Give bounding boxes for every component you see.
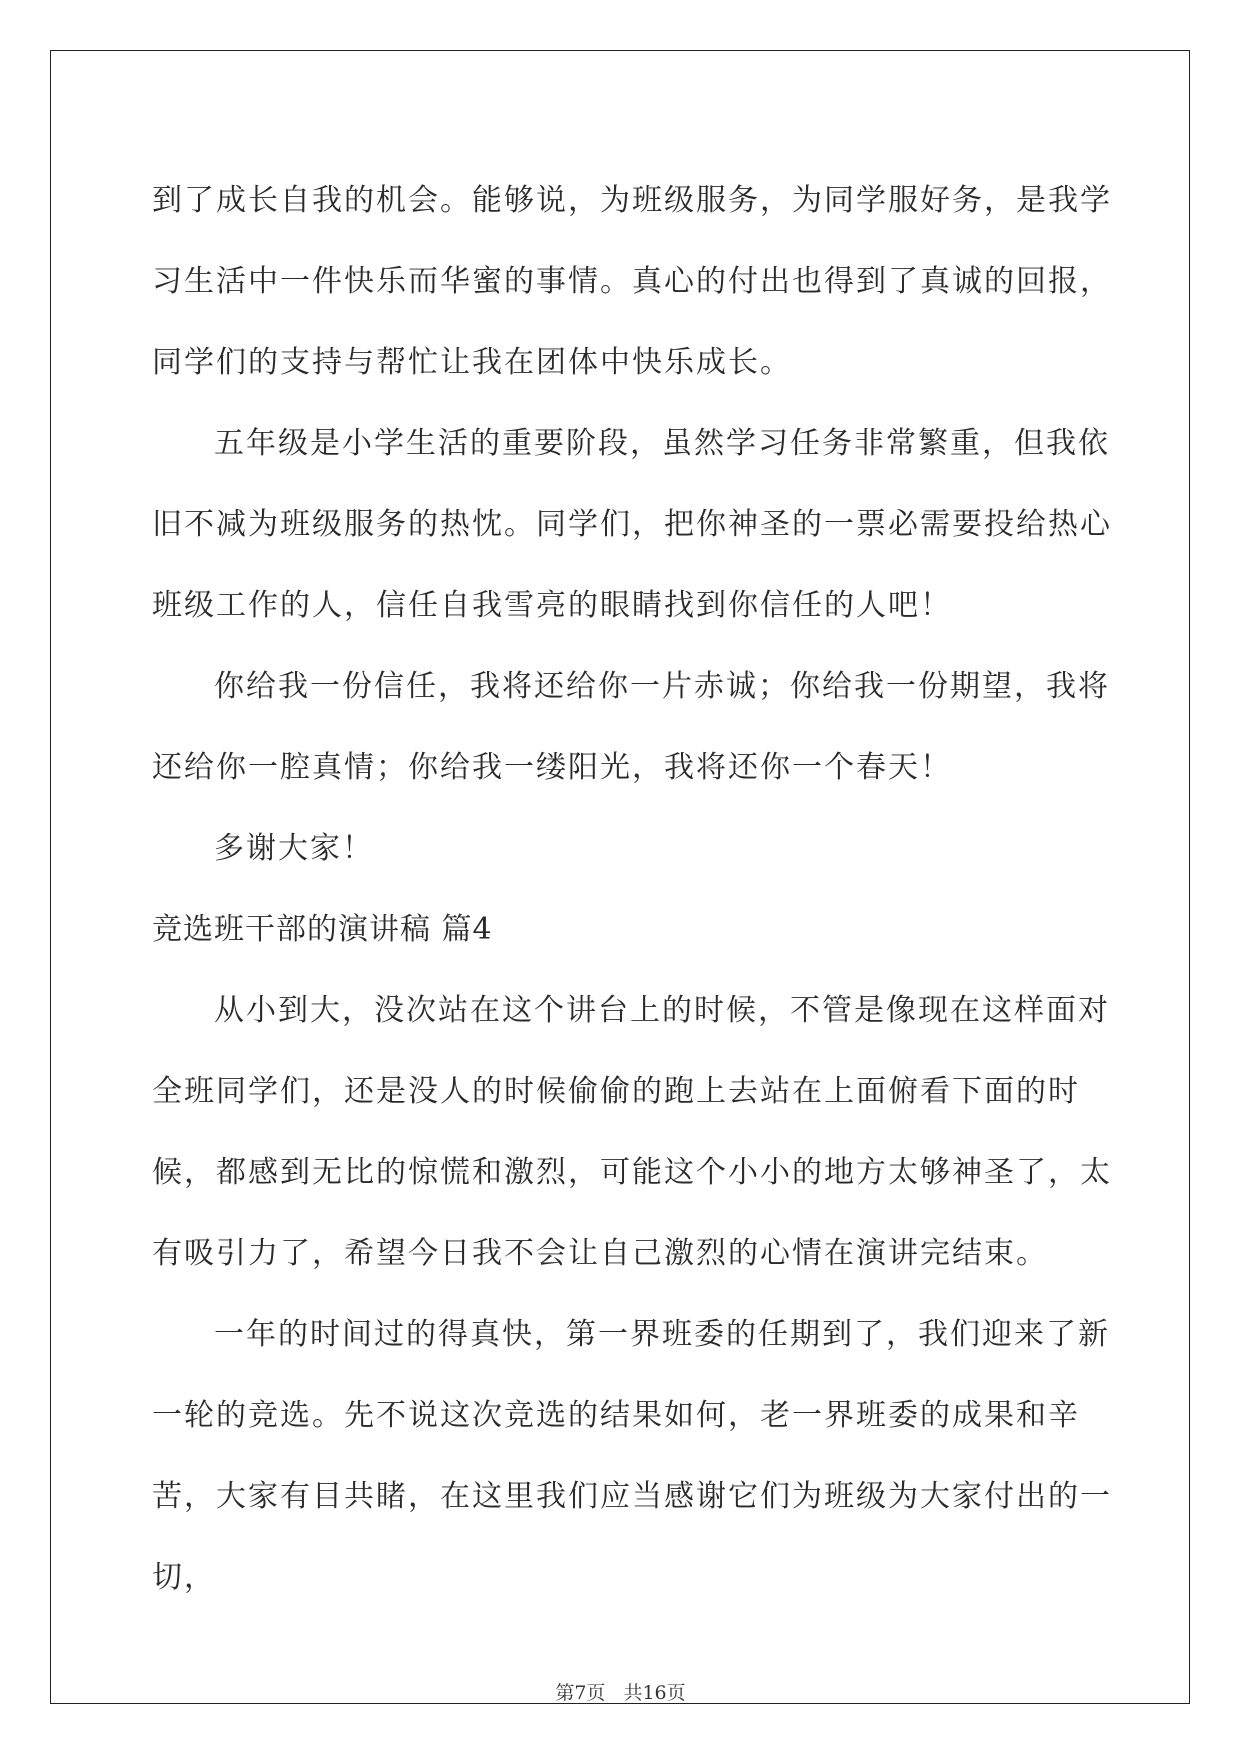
document-body	[152, 160, 1112, 1618]
page-total: 共16页	[623, 1682, 686, 1704]
section-heading: 竞选班干部的演讲稿 篇4	[152, 912, 493, 947]
page-number: 第7页	[555, 1682, 606, 1704]
paragraph: 你给我一份信任，我将还给你一片赤诚；你给我一份期望，我将还给你一腔真情；你给我一缕阳光，我将还你一个春天！	[152, 669, 1110, 785]
paragraph: 五年级是小学生活的重要阶段，虽然学习任务非常繁重，但我依旧不减为班级服务的热忱。同学们，把你神圣的一票必需要投给热心班级工作的人，信任自我雪亮的眼睛找到你信任的人吧！	[152, 426, 1112, 623]
paragraph: 多谢大家！	[214, 831, 374, 866]
paragraph: 一年的时间过的得真快，第一界班委的任期到了，我们迎来了新一轮的竞选。先不说这次竞选的结果如何，老一界班委的成果和辛苦，大家有目共睹，在这里我们应当感谢它们为班级为大家付出的一切，	[152, 1317, 1112, 1595]
paragraph: 到了成长自我的机会。能够说，为班级服务，为同学服好务，是我学习生活中一件快乐而华蜜的事情。真心的付出也得到了真诚的回报，同学们的支持与帮忙让我在团体中快乐成长。	[152, 183, 1112, 380]
page-footer	[0, 1678, 1241, 1705]
paragraph: 从小到大，没次站在这个讲台上的时候，不管是像现在这样面对全班同学们，还是没人的时候偷偷的跑上去站在上面俯看下面的时候，都感到无比的惊慌和激烈，可能这个小小的地方太够神圣了，太有吸引力了，希望今日我不会让自己激烈的心情在演讲完结束。	[152, 993, 1112, 1271]
